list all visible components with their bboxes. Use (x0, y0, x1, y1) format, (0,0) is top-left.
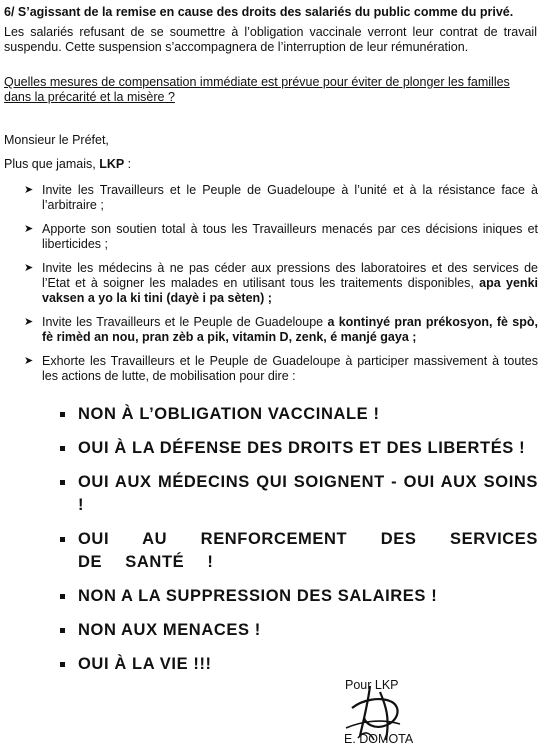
compensation-question: Quelles mesures de compensation immédiate est prévue pour éviter de plonger les familles dans la précarité et la misère ? (4, 75, 510, 104)
action-item (24, 354, 538, 384)
intro-line (4, 157, 537, 172)
signature-block (340, 678, 440, 748)
slogan-list (60, 403, 538, 687)
intro-tail: : (124, 157, 132, 171)
intro-text: Plus que jamais, (4, 157, 100, 171)
slogan-item (60, 437, 538, 460)
slogan-text: OUI AUX MÉDECINS QUI SOIGNENT - OUI AUX SOINS ! (78, 473, 538, 514)
square-bullet-icon (60, 662, 65, 667)
arrow-bullet-icon: ➤ (24, 184, 34, 196)
action-item (24, 222, 538, 252)
square-bullet-icon (60, 628, 65, 633)
arrow-bullet-icon: ➤ (24, 355, 34, 367)
slogan-item (60, 585, 538, 608)
square-bullet-icon (60, 537, 65, 542)
action-item (24, 183, 538, 213)
action-list (24, 183, 538, 393)
square-bullet-icon (60, 480, 65, 485)
slogan-item (60, 528, 538, 574)
section-heading: 6/ S’agissant de la remise en cause des droits des salariés du public comme du privé. (4, 5, 514, 19)
square-bullet-icon (60, 412, 65, 417)
slogan-item (60, 403, 538, 426)
paragraph-suspension: Les salariés refusant de se soumettre à l’obligation vaccinale verront leur contrat de travail suspendu. Cette suspension s’accompagnera de l’interruption de leur rémunération. (4, 25, 537, 54)
action-text: Exhorte les Travailleurs et le Peuple de Guadeloupe à participer massivement à toutes les actions de lutte, de mobilisation pour dire : (42, 354, 538, 383)
signature-for-label: Pour LKP (345, 678, 399, 692)
slogan-text: OUI À LA DÉFENSE DES DROITS ET DES LIBERTÉS ! (78, 439, 526, 457)
intro-org: LKP (99, 157, 125, 171)
slogan-item (60, 619, 538, 642)
square-bullet-icon (60, 594, 65, 599)
action-text: Apporte son soutien total à tous les Travailleurs menacés par ces décisions iniques et liberticides ; (42, 222, 538, 251)
slogan-text: OUI AU RENFORCEMENT DES SERVICES DE SANTÉ ! (78, 530, 538, 571)
slogan-text: NON À L’OBLIGATION VACCINALE ! (78, 405, 380, 423)
slogan-item (60, 653, 538, 676)
square-bullet-icon (60, 446, 65, 451)
arrow-bullet-icon: ➤ (24, 223, 34, 235)
salutation: Monsieur le Préfet, (4, 133, 109, 147)
slogan-text: OUI À LA VIE !!! (78, 655, 212, 673)
slogan-text: NON AUX MENACES ! (78, 621, 261, 639)
arrow-bullet-icon: ➤ (24, 262, 34, 274)
slogan-text: NON A LA SUPPRESSION DES SALAIRES ! (78, 587, 438, 605)
action-item (24, 261, 538, 306)
action-bold: apa yenki vaksen a yo la ki tini (dayè i pa sèten) ; (42, 276, 538, 305)
arrow-bullet-icon: ➤ (24, 316, 34, 328)
action-item (24, 315, 538, 345)
signatory-name: E. DOMOTA (344, 732, 414, 746)
action-bold: a kontinyé pran prékosyon, fè spò, fè rimèd an nou, pran zèb a pik, vitamin D, zenk, é manjé gaya ; (42, 315, 538, 344)
action-text: Invite les Travailleurs et le Peuple de Guadeloupe (42, 315, 328, 329)
action-text: Invite les Travailleurs et le Peuple de Guadeloupe à l’unité et à la résistance face à l’arbitraire ; (42, 183, 538, 212)
slogan-item (60, 471, 538, 517)
action-text: Invite les médecins à ne pas céder aux pressions des laboratoires et des services de l’Etat et à soigner les malades en utilisant tous les traitements disponibles, (42, 261, 538, 290)
